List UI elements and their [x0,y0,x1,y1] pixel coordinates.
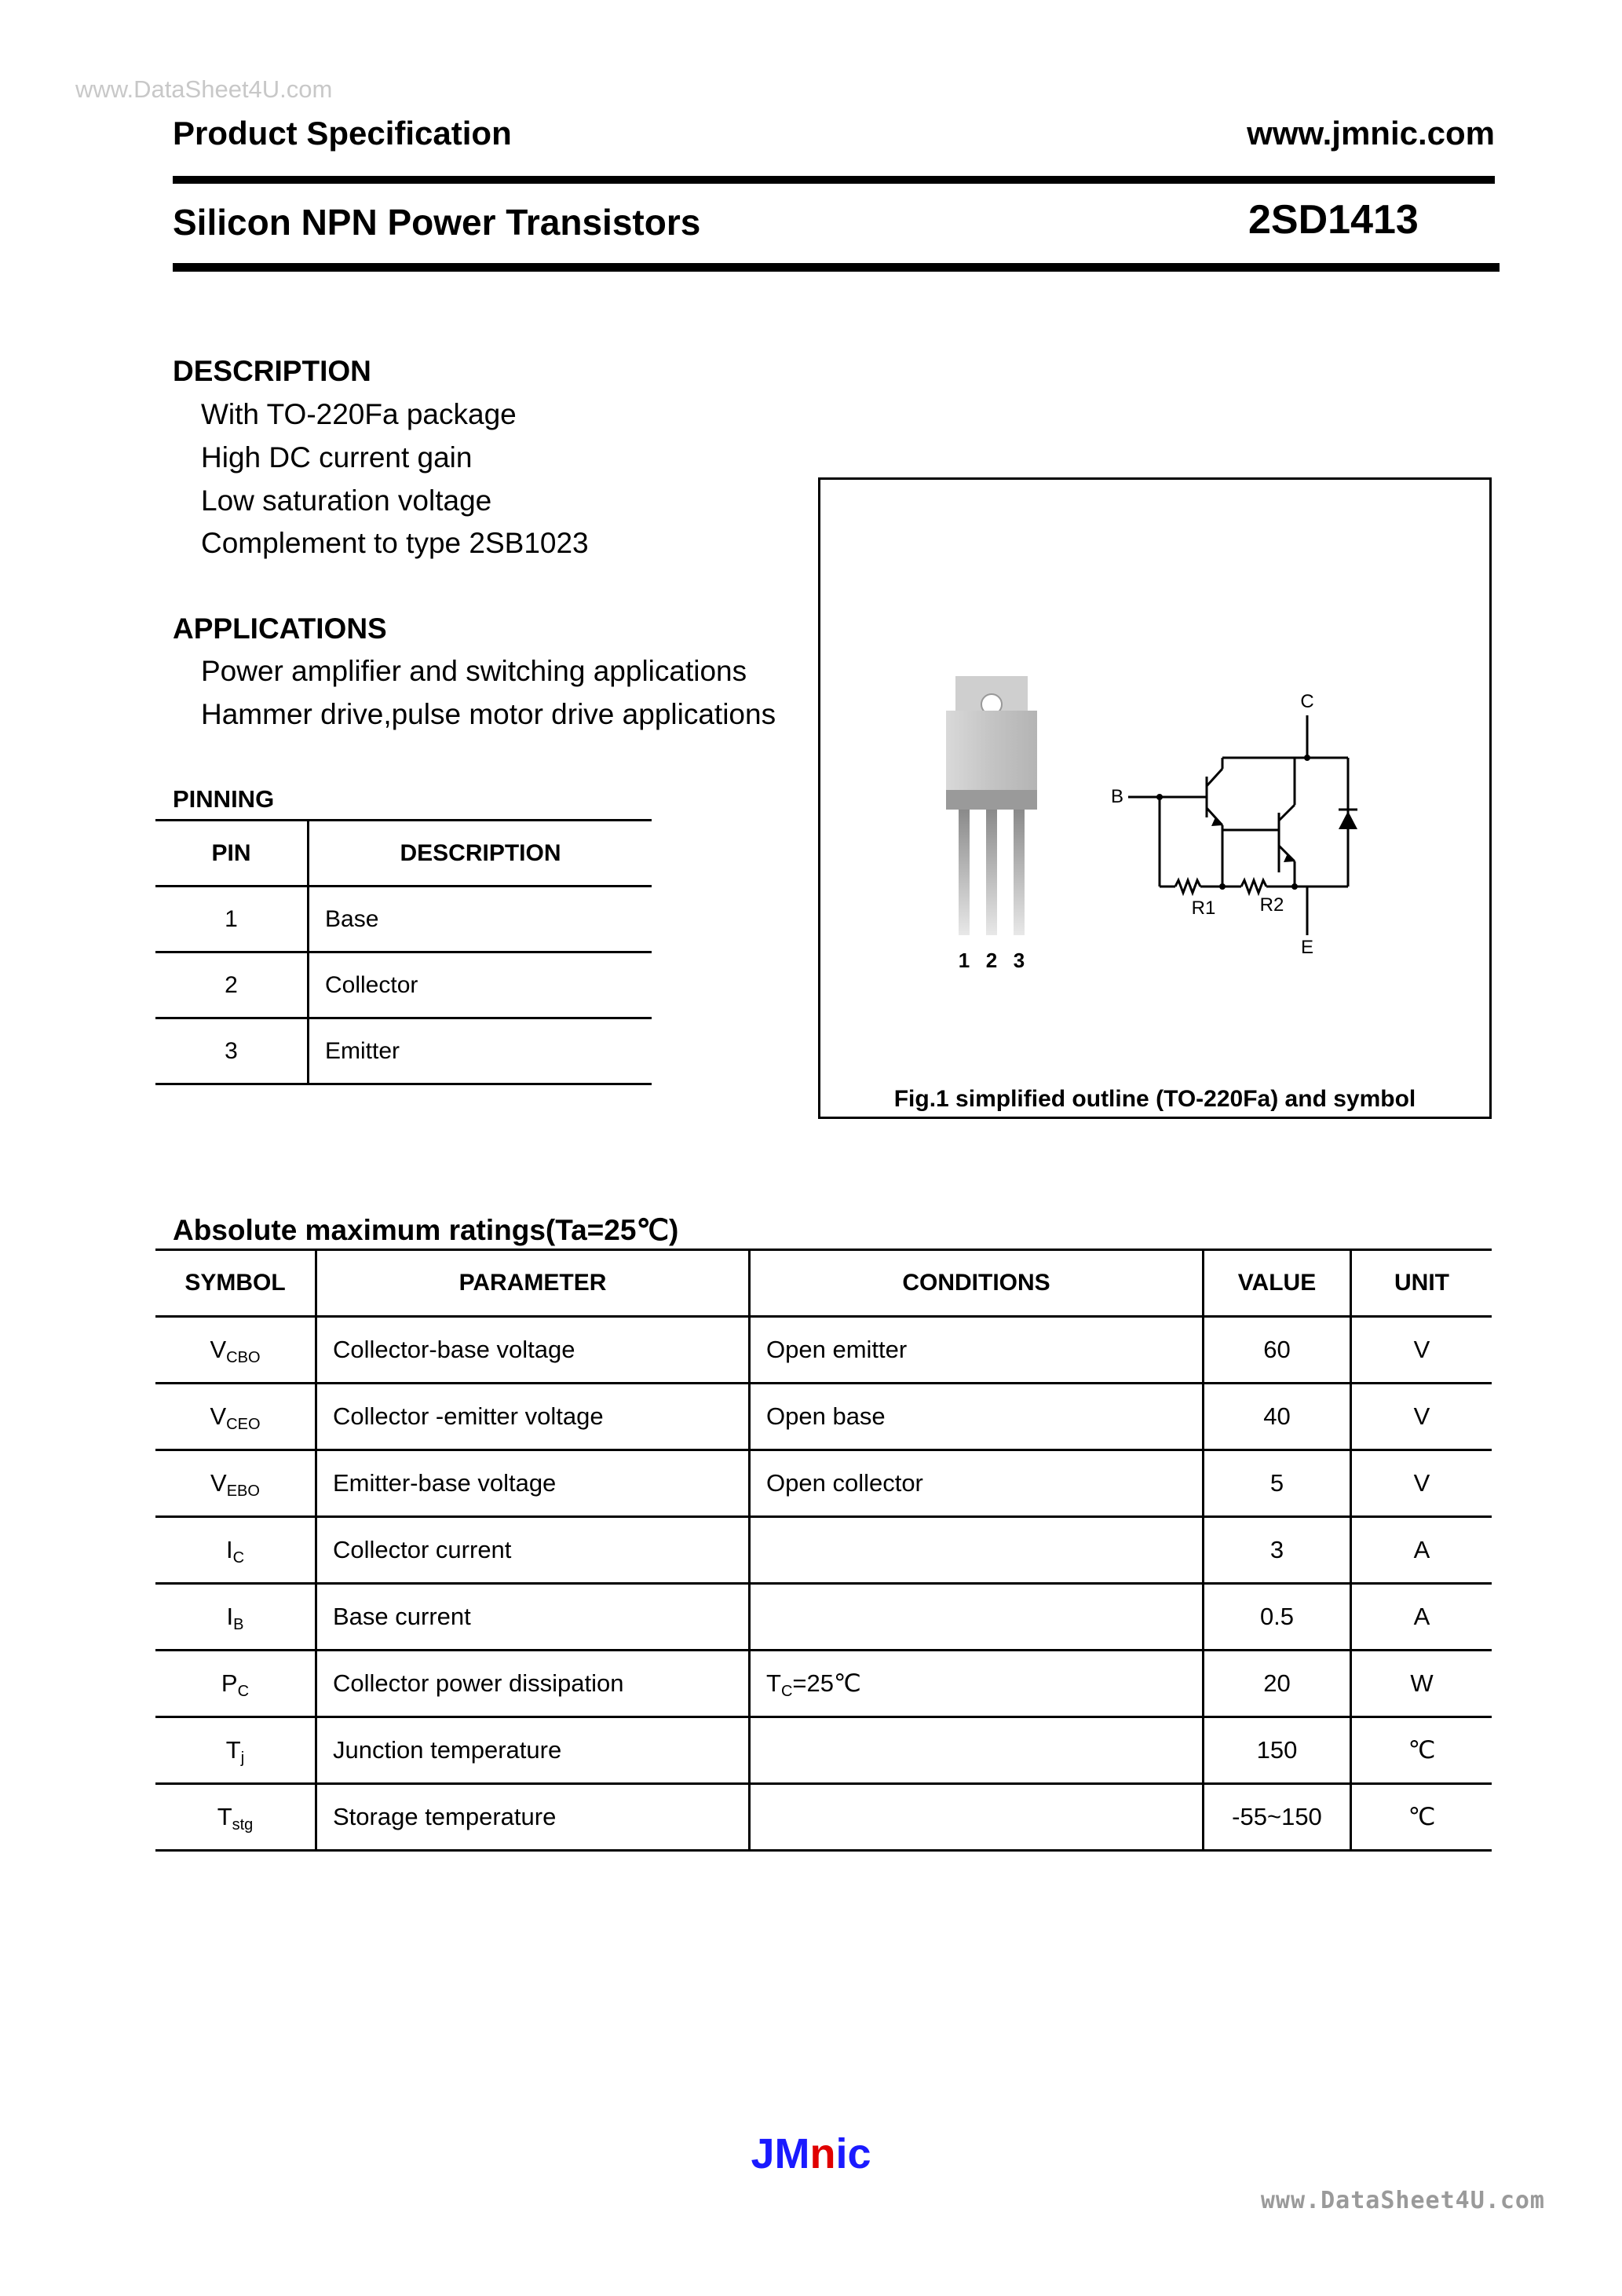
parameter-cell: Emitter-base voltage [316,1450,750,1517]
pin-description: Emitter [309,1018,652,1084]
symbol-subscript: j [240,1749,245,1767]
table-row [155,887,652,952]
col-description: DESCRIPTION [309,821,652,887]
unit-cell: ℃ [1351,1784,1492,1851]
applications-item: Power amplifier and switching applications [201,655,747,687]
applications-heading: APPLICATIONS [173,612,387,645]
junction-dot [1291,883,1298,890]
unit-cell: W [1351,1651,1492,1717]
conditions-cell [750,1384,1204,1450]
pin-description: Base [309,887,652,952]
conditions-text: Open emitter [766,1336,908,1363]
unit-cell: ℃ [1351,1717,1492,1784]
header-rule [173,176,1495,184]
logo-nic [809,2130,871,2177]
logo-ic-letters: ic [835,2130,871,2177]
part-number: 2SD1413 [1248,197,1419,243]
conditions-text: Open base [766,1402,886,1430]
symbol-cell [155,1384,316,1450]
value-cell: 3 [1204,1517,1351,1584]
value-cell: -55~150 [1204,1784,1351,1851]
conditions-cell [750,1717,1204,1784]
conditions-cell [750,1317,1204,1384]
table-row [155,1584,1492,1651]
title-rule [173,263,1500,272]
label-r2: R2 [1259,894,1284,916]
value-cell: 40 [1204,1384,1351,1450]
figure-drawing [820,480,1489,1117]
label-emitter: E [1300,937,1314,958]
junction-dot [1219,883,1226,890]
parameter-cell: Collector -emitter voltage [316,1384,750,1450]
watermark-bottom: www.DataSheet4U.com [1260,2187,1545,2214]
value-cell: 0.5 [1204,1584,1351,1651]
symbol-subscript: EBO [226,1483,260,1500]
col-pin: PIN [155,821,309,887]
value-cell: 20 [1204,1651,1351,1717]
unit-cell: V [1351,1384,1492,1450]
symbol-letter: V [210,1469,227,1497]
symbol-cell [155,1584,316,1651]
symbol-cell [155,1784,316,1851]
lead-number: 2 [985,949,998,972]
diode-symbol [1339,811,1357,829]
table-row [155,1717,1492,1784]
value-cell: 5 [1204,1450,1351,1517]
col-value: VALUE [1204,1250,1351,1317]
logo-jm: JM [751,2130,810,2177]
conditions-text: T [766,1669,781,1697]
symbol-letter: T [217,1803,232,1830]
conditions-text: Open collector [766,1469,923,1497]
unit-cell: V [1351,1317,1492,1384]
conditions-cell [750,1784,1204,1851]
symbol-subscript: B [233,1616,244,1633]
header-website: www.jmnic.com [1247,115,1495,152]
parameter-cell: Collector power dissipation [316,1651,750,1717]
conditions-cell [750,1584,1204,1651]
table-header-row [155,1250,1492,1317]
lead-number: 3 [1013,949,1025,972]
symbol-subscript: stg [232,1816,254,1834]
symbol-letter: V [210,1336,227,1363]
lead-number: 1 [958,949,970,972]
symbol-subscript: C [232,1549,245,1567]
table-header-row [155,821,652,887]
symbol-letter: I [225,1536,233,1563]
symbol-cell [155,1450,316,1517]
table-row [155,1317,1492,1384]
parameter-cell: Storage temperature [316,1784,750,1851]
description-item: With TO-220Fa package [201,398,517,430]
symbol-letter: V [210,1402,227,1430]
watermark-top: www.DataSheet4U.com [75,75,333,103]
symbol-cell [155,1651,316,1717]
table-row [155,1018,652,1084]
symbol-letter: I [226,1603,234,1630]
pin-number: 2 [155,952,309,1018]
pin-number: 3 [155,1018,309,1084]
pin-description: Collector [309,952,652,1018]
description-item: High DC current gain [201,441,473,473]
pinning-table [155,819,652,1085]
col-symbol: SYMBOL [155,1250,316,1317]
ratings-table [155,1249,1492,1852]
table-row [155,1384,1492,1450]
parameter-cell: Collector-base voltage [316,1317,750,1384]
description-item: Low saturation voltage [201,484,492,517]
description-item: Complement to type 2SB1023 [201,527,589,559]
ratings-title: Absolute maximum ratings(Ta=25℃) [173,1214,679,1246]
symbol-subscript: C [237,1683,250,1700]
logo-n-letter: n [809,2130,836,2177]
col-unit: UNIT [1351,1250,1492,1317]
darlington-schematic [1128,715,1357,935]
symbol-cell [155,1317,316,1384]
symbol-letter: P [221,1669,238,1697]
parameter-cell: Base current [316,1584,750,1651]
table-row [155,1784,1492,1851]
conditions-cell [750,1651,1204,1717]
junction-dot [1156,794,1163,800]
pinning-heading: PINNING [173,785,275,813]
col-parameter: PARAMETER [316,1250,750,1317]
conditions-subscript: C [780,1683,793,1700]
page-title: Silicon NPN Power Transistors [173,202,701,243]
description-heading: DESCRIPTION [173,355,371,387]
value-cell: 60 [1204,1317,1351,1384]
value-cell: 150 [1204,1717,1351,1784]
conditions-cell [750,1517,1204,1584]
conditions-cell [750,1450,1204,1517]
symbol-cell [155,1517,316,1584]
parameter-cell: Collector current [316,1517,750,1584]
parameter-cell: Junction temperature [316,1717,750,1784]
symbol-subscript: CEO [226,1416,261,1433]
label-base: B [1110,786,1124,807]
table-row [155,1450,1492,1517]
junction-dot [1304,755,1310,761]
figure-caption: Fig.1 simplified outline (TO-220Fa) and symbol [893,1086,1416,1112]
applications-item: Hammer drive,pulse motor drive applications [201,698,776,730]
col-conditions: CONDITIONS [750,1250,1204,1317]
figure-box [818,477,1492,1119]
table-row [155,1651,1492,1717]
label-r1: R1 [1191,898,1216,919]
label-collector: C [1300,691,1314,712]
table-row [155,952,652,1018]
pin-number: 1 [155,887,309,952]
to220-package [946,676,1037,935]
unit-cell: A [1351,1517,1492,1584]
header-product-spec: Product Specification [173,115,512,152]
symbol-letter: T [225,1736,241,1764]
conditions-tail: =25℃ [792,1669,861,1697]
symbol-cell [155,1717,316,1784]
table-row [155,1517,1492,1584]
unit-cell: V [1351,1450,1492,1517]
jmnic-logo [0,2130,1622,2178]
symbol-subscript: CBO [226,1349,261,1366]
unit-cell: A [1351,1584,1492,1651]
